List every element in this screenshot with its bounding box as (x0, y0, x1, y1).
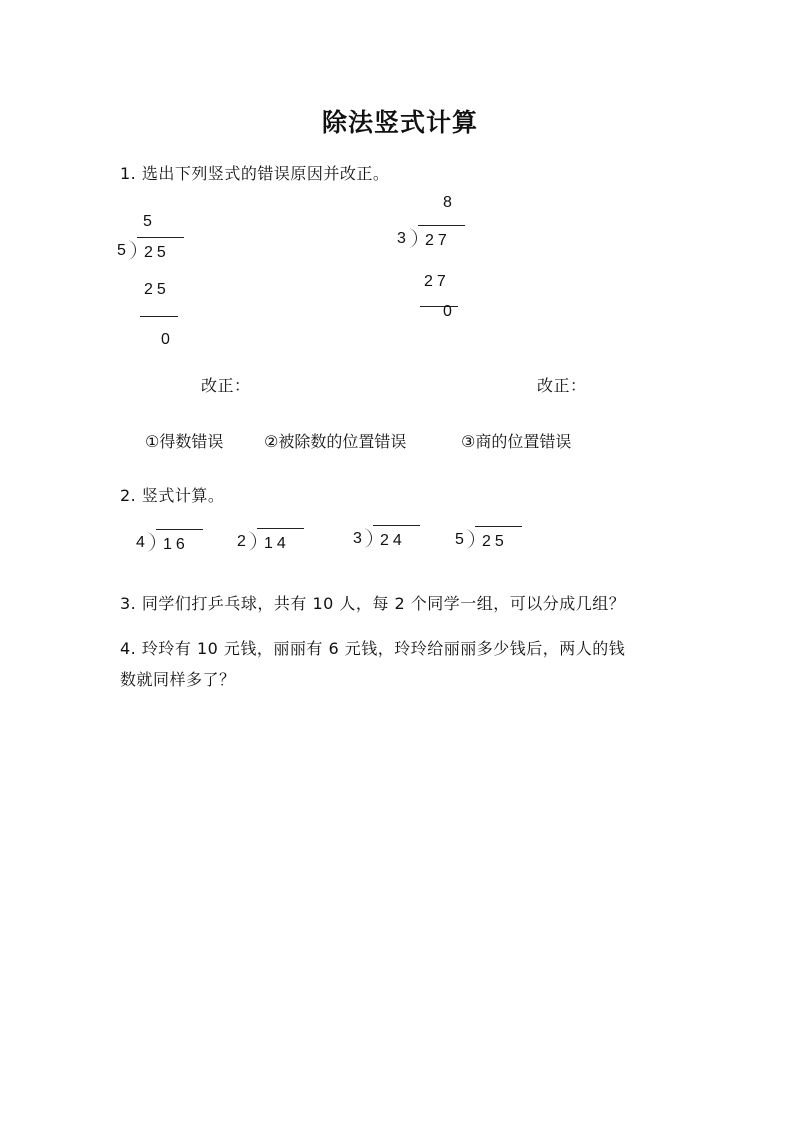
division-a-overline (137, 237, 184, 238)
division-b-remainder: 0 (443, 303, 456, 320)
option-3: ③商的位置错误 (461, 432, 572, 451)
problem-1-divisor: 4 (136, 534, 149, 551)
problem-3-overline (373, 525, 420, 526)
division-b-dividend: 27 (425, 232, 451, 249)
question-4-line-2: 数就同样多了？ (120, 670, 236, 689)
problem-4-overline (475, 526, 522, 527)
question-1-text: 1. 选出下列竖式的错误原因并改正。 (120, 164, 390, 183)
problem-2-overline (257, 528, 304, 529)
problem-1-bracket (148, 532, 157, 552)
division-a-quotient: 5 (143, 213, 156, 230)
division-b-product: 27 (424, 273, 450, 290)
question-3-text: 3. 同学们打乒乓球，共有 10 人，每 2 个同学一组，可以分成几组？ (120, 594, 626, 613)
problem-1-overline (156, 529, 203, 530)
problem-1-dividend: 16 (163, 536, 189, 553)
division-b-divisor: 3 (397, 230, 410, 247)
problem-4-bracket (467, 529, 476, 549)
fix-label-b: 改正： (537, 376, 587, 395)
problem-3-divisor: 3 (353, 530, 366, 547)
division-a-subtract-line (140, 316, 178, 317)
division-a-remainder: 0 (161, 331, 174, 348)
fix-label-a: 改正： (201, 376, 251, 395)
option-1: ①得数错误 (145, 432, 224, 451)
division-b-overline (418, 225, 465, 226)
question-4-line-1: 4. 玲玲有 10 元钱，丽丽有 6 元钱，玲玲给丽丽多少钱后，两人的钱 (120, 639, 626, 658)
division-a-dividend: 25 (144, 244, 170, 261)
problem-4-dividend: 25 (482, 533, 508, 550)
problem-3-bracket (365, 528, 374, 548)
problem-2-dividend: 14 (264, 535, 290, 552)
problem-2-divisor: 2 (237, 533, 250, 550)
division-b-quotient: 8 (443, 194, 456, 211)
problem-4-divisor: 5 (455, 531, 468, 548)
page-title: 除法竖式计算 (322, 108, 479, 137)
division-b-bracket (410, 228, 419, 248)
division-a-divisor: 5 (117, 242, 130, 259)
division-a-bracket (129, 240, 138, 260)
division-a-product: 25 (144, 281, 170, 298)
problem-3-dividend: 24 (380, 532, 406, 549)
problem-2-bracket (249, 531, 258, 551)
option-2: ②被除数的位置错误 (264, 432, 407, 451)
question-2-text: 2. 竖式计算。 (120, 486, 225, 505)
